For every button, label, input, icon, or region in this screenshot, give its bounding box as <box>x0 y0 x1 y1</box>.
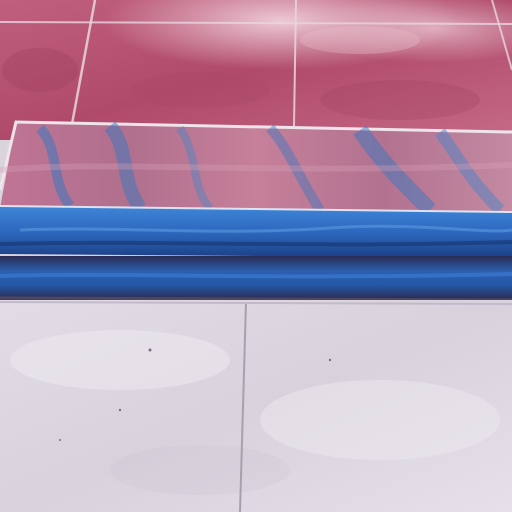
granite-step-top <box>0 122 512 212</box>
step-front-edge <box>0 206 512 258</box>
front-floor-tiles <box>0 300 512 512</box>
back-floor-tiles <box>0 0 512 140</box>
step-nosing <box>0 256 512 300</box>
